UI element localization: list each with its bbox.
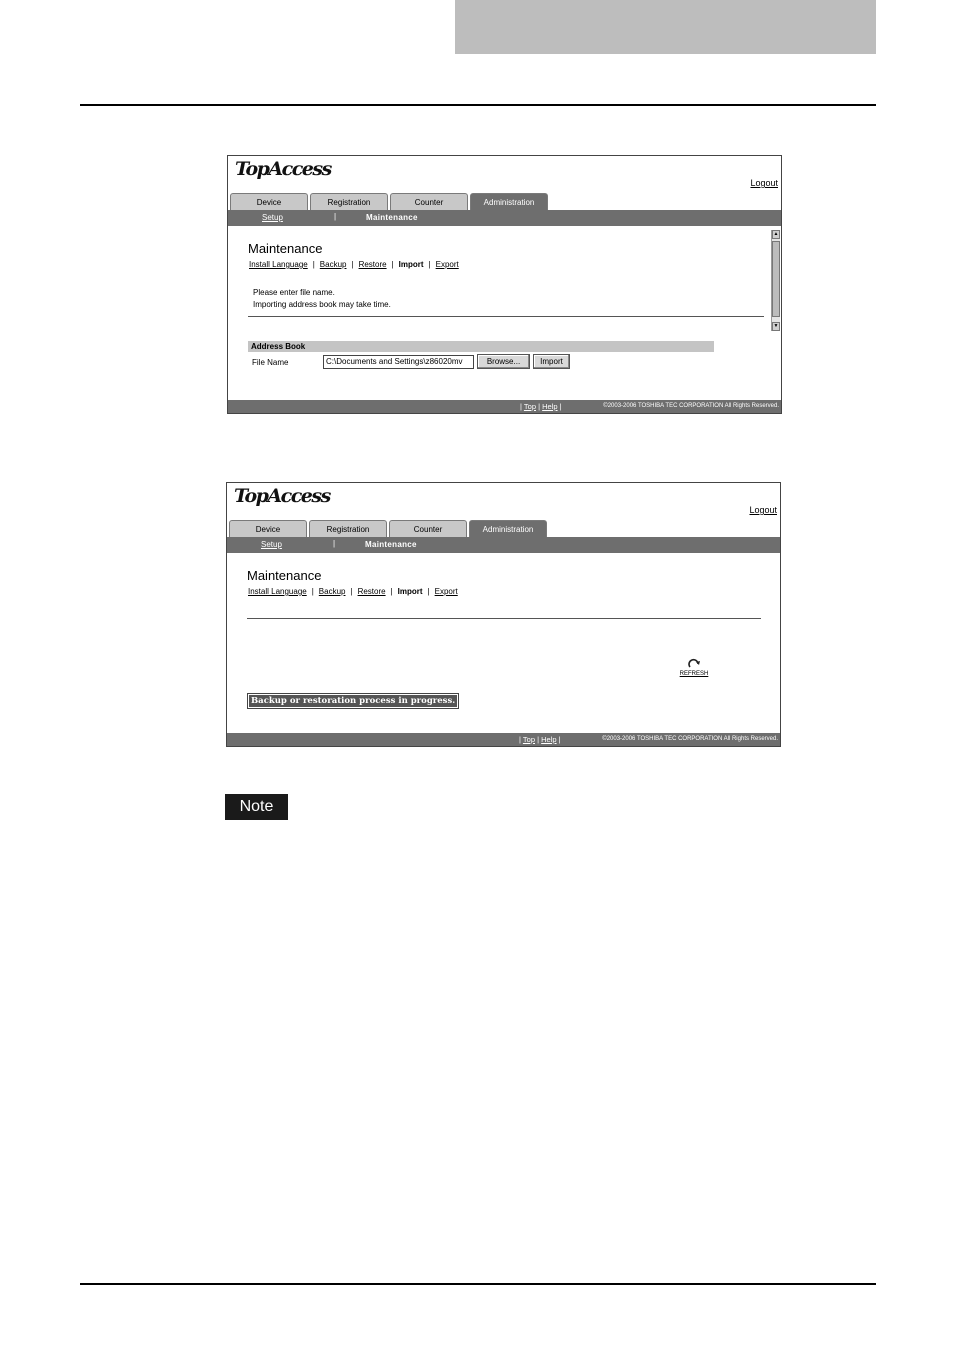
scroll-down-icon[interactable]: ▼ [773, 323, 779, 329]
maintenance-menu [248, 587, 458, 596]
topaccess-logo: TopAccess [234, 485, 330, 507]
import-button[interactable]: Import [533, 354, 570, 369]
menu-restore[interactable]: Restore [358, 260, 387, 269]
subnav-maintenance: Maintenance [366, 213, 418, 222]
menu-separator: | [391, 260, 394, 269]
refresh-icon [687, 658, 701, 670]
sub-navigation [228, 210, 781, 226]
menu-restore[interactable]: Restore [357, 587, 386, 596]
tab-registration[interactable]: Registration [310, 193, 388, 210]
progress-screenshot [226, 482, 781, 747]
file-name-label: File Name [252, 358, 289, 367]
vertical-scrollbar[interactable] [771, 230, 780, 331]
note-badge: Note [225, 794, 288, 820]
menu-separator: | [427, 587, 430, 596]
instruction-text: Please enter file name. [253, 288, 335, 297]
footer-separator: | [538, 402, 541, 411]
subnav-maintenance: Maintenance [365, 540, 417, 549]
subnav-separator: | [334, 212, 337, 221]
footer-help-link[interactable]: Help [542, 402, 558, 411]
header-band [455, 0, 876, 54]
subnav-setup-link[interactable]: Setup [261, 540, 282, 549]
address-book-header: Address Book [248, 341, 714, 352]
menu-export[interactable]: Export [435, 260, 459, 269]
content-divider [248, 316, 764, 317]
topaccess-logo: TopAccess [235, 158, 331, 180]
file-name-input[interactable]: C:\Documents and Settings\z86020mv [323, 355, 474, 369]
menu-separator: | [350, 587, 353, 596]
import-screenshot [227, 155, 782, 414]
menu-separator: | [351, 260, 354, 269]
menu-backup[interactable]: Backup [319, 260, 347, 269]
menu-install-language[interactable]: Install Language [248, 587, 307, 596]
tab-administration[interactable]: Administration [469, 520, 547, 537]
scroll-thumb[interactable] [772, 241, 780, 317]
footer-separator: | [558, 735, 561, 744]
content-divider [247, 618, 761, 619]
top-rule [80, 104, 876, 106]
menu-export[interactable]: Export [434, 587, 458, 596]
tab-counter[interactable]: Counter [390, 193, 468, 210]
footer-bar [227, 733, 780, 746]
menu-separator: | [312, 260, 315, 269]
scroll-up-icon[interactable]: ▲ [773, 231, 779, 237]
logout-link[interactable]: Logout [749, 505, 777, 515]
menu-import: Import [397, 587, 423, 596]
subnav-setup-link[interactable]: Setup [262, 213, 283, 222]
footer-top-link[interactable]: Top [522, 735, 535, 744]
warning-text: Importing address book may take time. [253, 300, 391, 309]
menu-import: Import [398, 260, 424, 269]
menu-separator: | [390, 587, 393, 596]
main-tabs [230, 193, 550, 210]
browse-button[interactable]: Browse... [477, 354, 530, 369]
footer-top-link[interactable]: Top [523, 402, 536, 411]
progress-status-box [247, 693, 459, 709]
footer-separator: | [537, 735, 540, 744]
page-title: Maintenance [247, 568, 322, 583]
footer-separator: | [519, 735, 521, 744]
maintenance-menu [249, 260, 459, 269]
menu-install-language[interactable]: Install Language [249, 260, 308, 269]
refresh-button[interactable] [679, 658, 709, 677]
tab-registration[interactable]: Registration [309, 520, 387, 537]
tab-device[interactable]: Device [229, 520, 307, 537]
subnav-separator: | [333, 539, 336, 548]
menu-separator: | [311, 587, 314, 596]
page-title: Maintenance [248, 241, 323, 256]
menu-separator: | [428, 260, 431, 269]
logout-link[interactable]: Logout [750, 178, 778, 188]
footer-bar [228, 400, 781, 413]
footer-separator: | [559, 402, 562, 411]
footer-links [520, 402, 562, 411]
footer-separator: | [520, 402, 522, 411]
tab-device[interactable]: Device [230, 193, 308, 210]
footer-links [519, 735, 561, 744]
main-tabs [229, 520, 549, 537]
copyright-text: ©2003-2006 TOSHIBA TEC CORPORATION All Rights Reserved. [602, 736, 778, 742]
bottom-rule [80, 1283, 876, 1285]
tab-administration[interactable]: Administration [470, 193, 548, 210]
footer-help-link[interactable]: Help [541, 735, 557, 744]
tab-counter[interactable]: Counter [389, 520, 467, 537]
progress-status-text: Backup or restoration process in progress. [251, 696, 456, 706]
copyright-text: ©2003-2006 TOSHIBA TEC CORPORATION All Rights Reserved. [603, 403, 779, 409]
refresh-label: REFRESH [679, 671, 709, 677]
menu-backup[interactable]: Backup [318, 587, 346, 596]
sub-navigation [227, 537, 780, 553]
